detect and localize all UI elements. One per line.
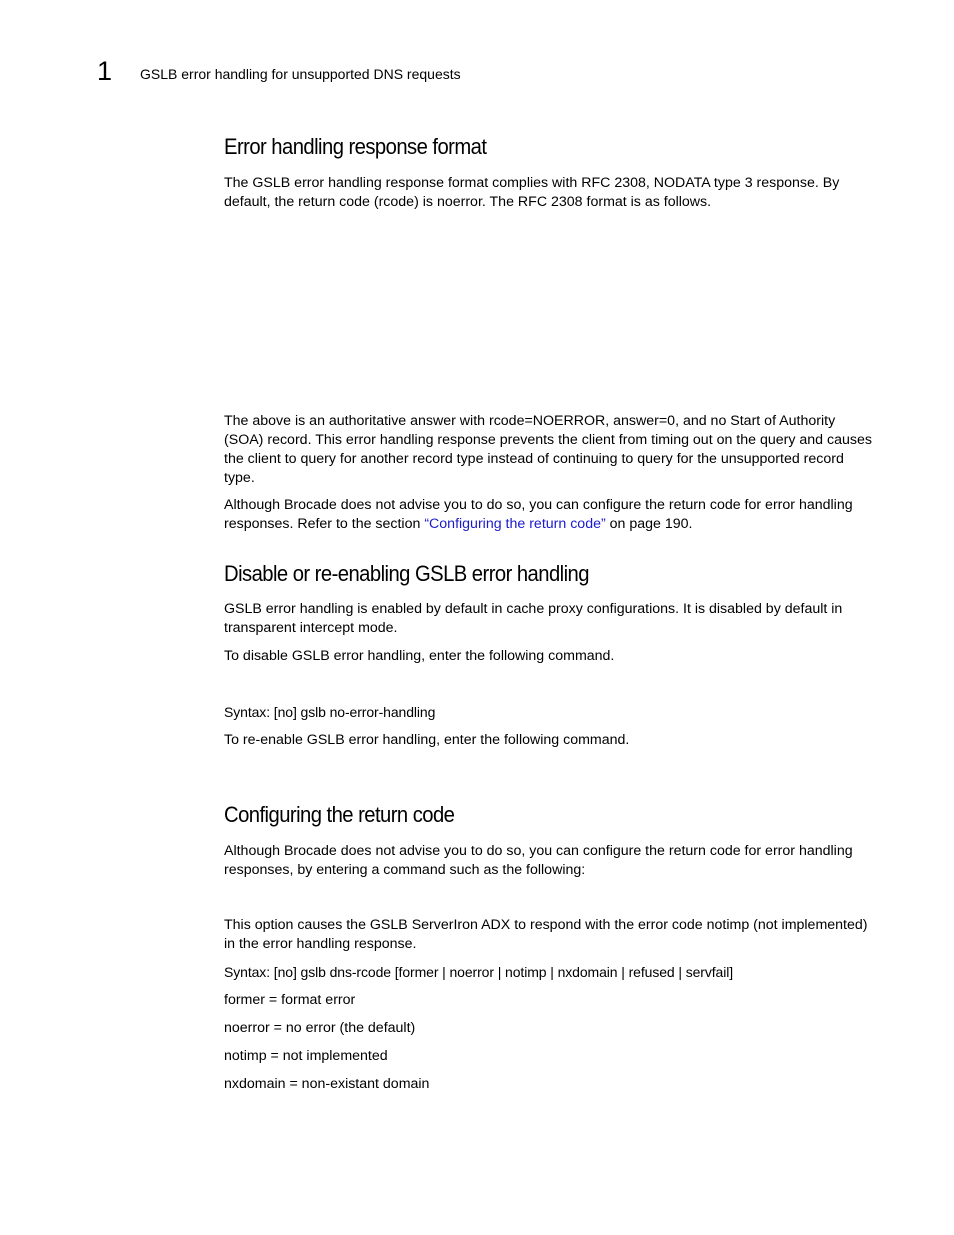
text: (not implemented) in the error handling response. xyxy=(224,917,868,952)
paragraph-configure-reference xyxy=(224,496,872,534)
section-title-response-format: Error handling response format xyxy=(224,134,487,159)
paragraph-notimp-option xyxy=(224,916,872,954)
chapter-number: 1 xyxy=(97,56,113,86)
list-item-noerror: noerror = no error (the default) xyxy=(224,1020,416,1036)
list-item-nxdomain: nxdomain = non-existant domain xyxy=(224,1076,430,1092)
code-noerror: noerror xyxy=(436,194,482,210)
text: The GSLB error handling response format complies with RFC 2308, NODATA type 3 response. By default, the return code (rcode) is xyxy=(224,175,840,210)
code-notimp: notimp xyxy=(706,917,750,933)
paragraph-authoritative-answer: The above is an authoritative answer with rcode=NOERROR, answer=0, and no Start of Authority (SOA) record. This error handling response prevents the client from timing out on the query and causes the client to query for another record type instead of continuing to query for the unsupported record type. xyxy=(224,413,872,486)
syntax-dns-rcode: Syntax: [no] gslb dns-rcode [former | noerror | notimp | nxdomain | refused | servfail] xyxy=(224,964,734,980)
link-configuring-return-code[interactable]: “Configuring the return code” xyxy=(424,516,606,532)
paragraph-reenable-instruction: To re-enable GSLB error handling, enter the following command. xyxy=(224,732,630,748)
section-title-configuring-return-code: Configuring the return code xyxy=(224,802,455,827)
paragraph-configure-return-code: Although Brocade does not advise you to do so, you can configure the return code for error handling responses, by entering a command such as the following: xyxy=(224,843,853,878)
paragraph-disable-instruction: To disable GSLB error handling, enter the following command. xyxy=(224,648,615,664)
section-title-disable-error-handling: Disable or re-enabling GSLB error handling xyxy=(224,561,589,586)
paragraph-enabled-default: GSLB error handling is enabled by default in cache proxy configurations. It is disabled by default in transparent intercept mode. xyxy=(224,601,843,636)
text: Although Brocade does not advise you to do so, you can configure the return code for error handling responses. Refer to the section xyxy=(224,497,853,532)
running-title: GSLB error handling for unsupported DNS requests xyxy=(140,66,461,82)
text: . The RFC 2308 format is as follows. xyxy=(481,194,712,210)
list-item-former: former = format error xyxy=(224,992,356,1008)
text: on page 190. xyxy=(605,516,693,532)
paragraph-response-format xyxy=(224,174,872,212)
syntax-no-error-handling: Syntax: [no] gslb no-error-handling xyxy=(224,704,436,720)
list-item-notimp: notimp = not implemented xyxy=(224,1048,388,1064)
text: This option causes the GSLB ServerIron ADX to respond with the error code xyxy=(224,917,707,933)
